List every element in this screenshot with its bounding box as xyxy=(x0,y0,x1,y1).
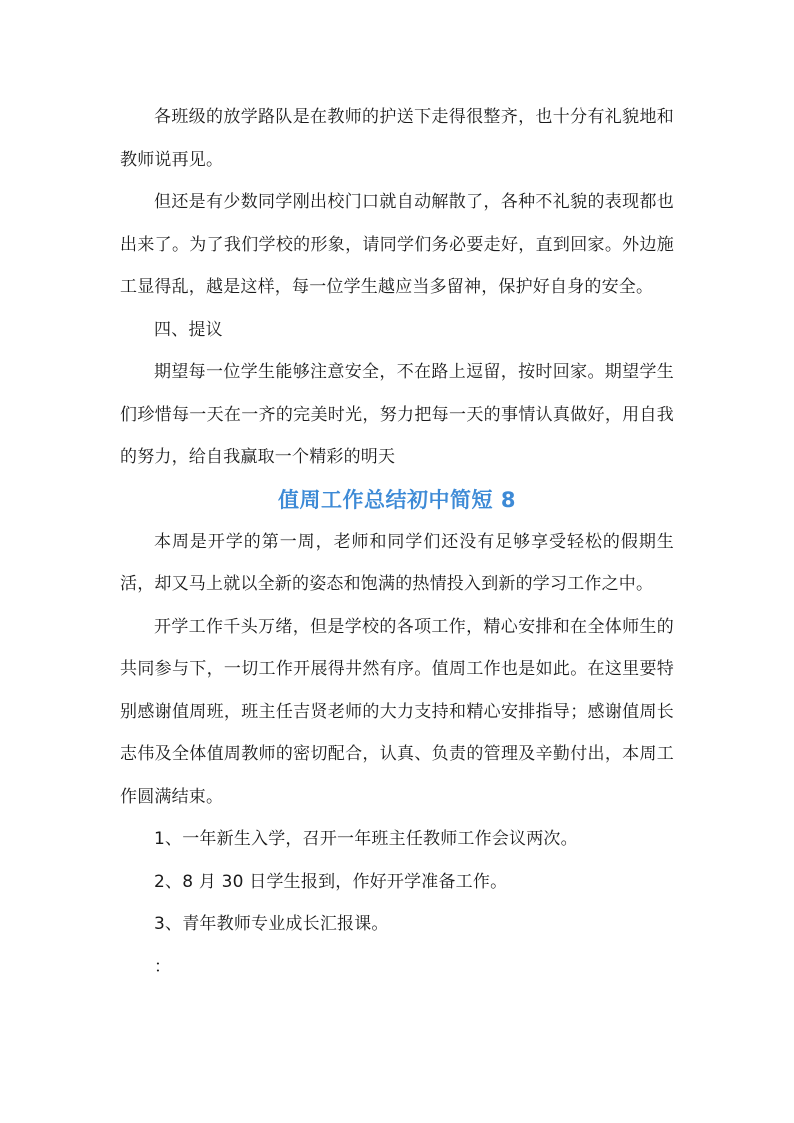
paragraph-impolite-behavior: 但还是有少数同学刚出校门口就自动解散了，各种不礼貌的表现都也出来了。为了我们学校的形象，请同学们务必要走好，直到回家。外边施工显得乱，越是这样，每一位学生越应当多留神，保护好自身的安全。 xyxy=(120,192,674,297)
list-item-3: 3、青年教师专业成长汇报课。 xyxy=(154,914,389,934)
paragraph-thanks: 开学工作千头万绪，但是学校的各项工作，精心安排和在全体师生的共同参与下，一切工作开展得井然有序。值周工作也是如此。在这里要特别感谢值周班，班主任吉贤老师的大力支持和精心安排指导；感谢值周长志伟及全体值周教师的密切配合，认真、负责的管理及辛勤付出，本周工作圆满结束。 xyxy=(120,616,674,807)
trailing-colon: ： xyxy=(154,956,172,977)
article-title: 值周工作总结初中简短 8 xyxy=(278,487,516,512)
paragraph-dismissal-lines: 各班级的放学路队是在教师的护送下走得很整齐，也十分有礼貌地和教师说再见。 xyxy=(120,107,674,170)
paragraph-first-week: 本周是开学的第一周，老师和同学们还没有足够享受轻松的假期生活，却又马上就以全新的姿态和饱满的热情投入到新的学习工作之中。 xyxy=(120,531,674,594)
document-body xyxy=(120,96,674,988)
list-item-2: 2、8 月 30 日学生报到，作好开学准备工作。 xyxy=(154,871,508,892)
list-item-1: 1、一年新生入学，召开一年班主任教师工作会议两次。 xyxy=(154,829,578,849)
paragraph-hopes: 期望每一位学生能够注意安全，不在路上逗留，按时回家。期望学生们珍惜每一天在一齐的完美时光，努力把每一天的事情认真做好，用自我的努力，给自我赢取一个精彩的明天 xyxy=(120,362,674,467)
section-heading-suggestions: 四、提议 xyxy=(154,319,223,340)
